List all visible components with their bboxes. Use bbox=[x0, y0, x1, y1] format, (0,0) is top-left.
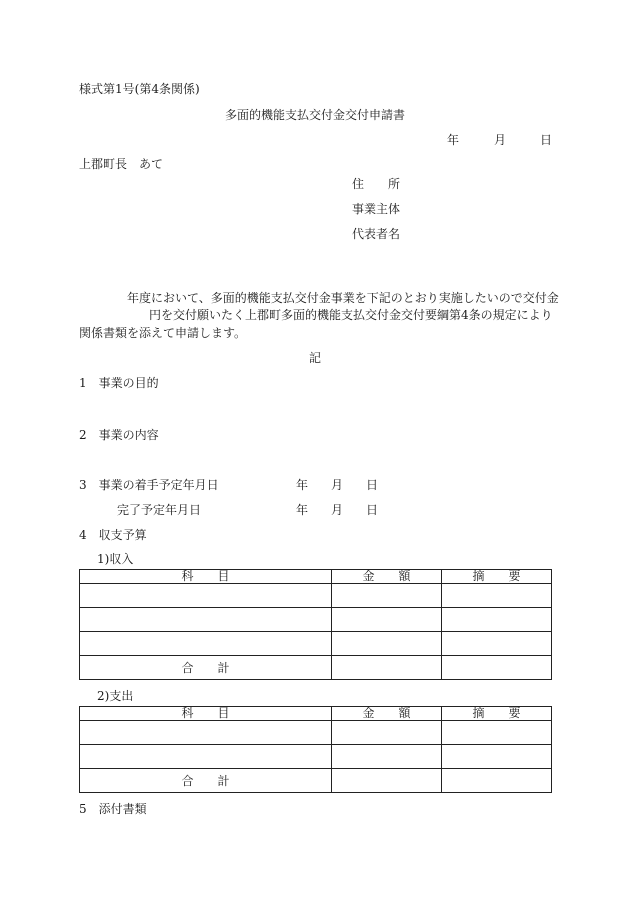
date-year: 年 bbox=[447, 133, 460, 147]
table-cell[interactable] bbox=[80, 584, 332, 608]
applicant-entity-label: 事業主体 bbox=[352, 202, 401, 216]
item-budget: 4 収支予算 bbox=[79, 528, 147, 542]
header-remarks: 摘 要 bbox=[442, 707, 552, 721]
table-cell[interactable] bbox=[442, 608, 552, 632]
table-row bbox=[80, 584, 552, 608]
applicant-address-label: 住 所 bbox=[352, 177, 401, 191]
table-cell[interactable] bbox=[332, 769, 442, 793]
table-cell[interactable] bbox=[442, 721, 552, 745]
table-header-row bbox=[80, 707, 552, 721]
header-remarks: 摘 要 bbox=[442, 570, 552, 584]
end-month: 月 bbox=[331, 503, 344, 517]
table-cell[interactable] bbox=[80, 632, 332, 656]
end-year: 年 bbox=[296, 503, 309, 517]
total-label: 合 計 bbox=[80, 656, 332, 680]
table-cell[interactable] bbox=[80, 721, 332, 745]
applicant-representative-label: 代表者名 bbox=[352, 227, 401, 241]
table-row bbox=[80, 608, 552, 632]
form-number: 様式第1号(第4条関係) bbox=[79, 82, 200, 96]
table-row bbox=[80, 632, 552, 656]
item-purpose: 1 事業の目的 bbox=[79, 376, 159, 390]
header-amount: 金 額 bbox=[332, 570, 442, 584]
table-header-row bbox=[80, 570, 552, 584]
end-day: 日 bbox=[366, 503, 379, 517]
table-total-row bbox=[80, 656, 552, 680]
table-total-row bbox=[80, 769, 552, 793]
table-cell[interactable] bbox=[442, 769, 552, 793]
table-row bbox=[80, 745, 552, 769]
item-schedule-end: 完了予定年月日 bbox=[117, 503, 202, 517]
body-text-line3: 関係書類を添えて申請します。 bbox=[79, 326, 247, 340]
table-cell[interactable] bbox=[332, 584, 442, 608]
table-cell[interactable] bbox=[442, 584, 552, 608]
item-attachments: 5 添付書類 bbox=[79, 802, 147, 816]
ki-heading: 記 bbox=[308, 351, 321, 365]
body-text-line1: 年度において、多面的機能支払交付金事業を下記のとおり実施したいので交付金 bbox=[127, 291, 559, 305]
table-cell[interactable] bbox=[332, 721, 442, 745]
expense-label: 2)支出 bbox=[97, 689, 134, 703]
body-text-line2: 円を交付願いたく上郡町多面的機能支払交付金交付要綱第4条の規定により bbox=[149, 308, 553, 322]
table-cell[interactable] bbox=[332, 608, 442, 632]
table-cell[interactable] bbox=[442, 632, 552, 656]
header-amount: 金 額 bbox=[332, 707, 442, 721]
start-year: 年 bbox=[296, 478, 309, 492]
table-cell[interactable] bbox=[80, 745, 332, 769]
expense-table bbox=[79, 706, 552, 793]
date-month: 月 bbox=[494, 133, 507, 147]
total-label: 合 計 bbox=[80, 769, 332, 793]
header-subject: 科 目 bbox=[80, 707, 332, 721]
income-table bbox=[79, 569, 552, 680]
table-cell[interactable] bbox=[80, 608, 332, 632]
item-content: 2 事業の内容 bbox=[79, 428, 159, 442]
header-subject: 科 目 bbox=[80, 570, 332, 584]
item-schedule-start: 3 事業の着手予定年月日 bbox=[79, 478, 219, 492]
form-title: 多面的機能支払交付金交付申請書 bbox=[224, 108, 405, 122]
income-label: 1)収入 bbox=[97, 552, 134, 566]
table-cell[interactable] bbox=[332, 656, 442, 680]
date-day: 日 bbox=[540, 133, 553, 147]
start-month: 月 bbox=[331, 478, 344, 492]
table-cell[interactable] bbox=[442, 656, 552, 680]
addressee: 上郡町長 あて bbox=[79, 157, 164, 171]
table-row bbox=[80, 721, 552, 745]
start-day: 日 bbox=[366, 478, 379, 492]
table-cell[interactable] bbox=[442, 745, 552, 769]
table-cell[interactable] bbox=[332, 632, 442, 656]
table-cell[interactable] bbox=[332, 745, 442, 769]
